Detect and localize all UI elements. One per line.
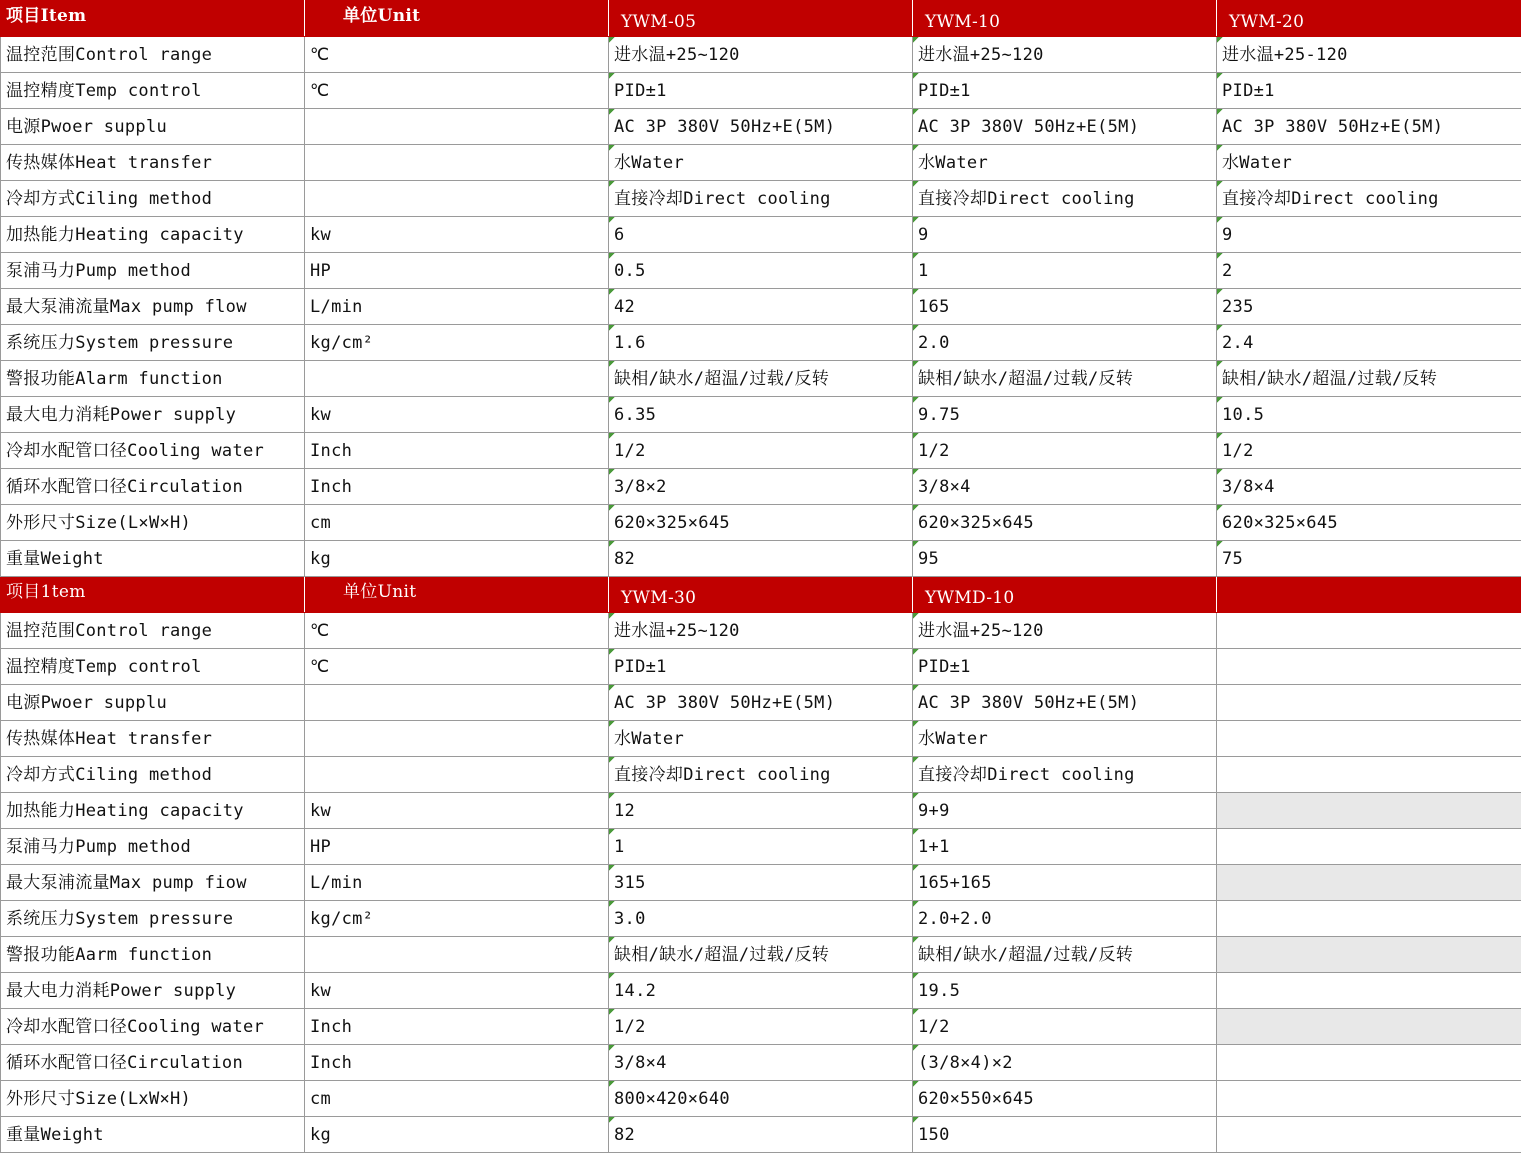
row-value: 进水温+25~120	[913, 613, 1217, 649]
row-label: 电源Pwoer supplu	[1, 685, 305, 721]
row-value: 9.75	[913, 397, 1217, 433]
table-row	[1, 865, 1521, 901]
row-value: 直接冷却Direct cooling	[609, 181, 913, 217]
row-label: 循环水配管口径Circulation	[1, 1045, 305, 1081]
row-unit	[305, 361, 609, 397]
row-value: 2.0	[913, 325, 1217, 361]
table-row	[1, 37, 1521, 73]
table-row	[1, 253, 1521, 289]
row-label: 系统压力System pressure	[1, 901, 305, 937]
table-row	[1, 325, 1521, 361]
table-row	[1, 433, 1521, 469]
row-label: 温控精度Temp control	[1, 649, 305, 685]
row-value: 进水温+25-120	[1217, 37, 1521, 73]
row-value: 9	[913, 217, 1217, 253]
table-row	[1, 361, 1521, 397]
row-label: 温控范围Control range	[1, 613, 305, 649]
table-row	[1, 973, 1521, 1009]
row-value: 进水温+25~120	[913, 37, 1217, 73]
row-label: 警报功能Alarm function	[1, 361, 305, 397]
row-value: 1/2	[609, 433, 913, 469]
row-unit: kg/cm²	[305, 901, 609, 937]
row-unit	[305, 181, 609, 217]
table-row	[1, 829, 1521, 865]
table-row	[1, 901, 1521, 937]
table-row	[1, 181, 1521, 217]
row-value: 9	[1217, 217, 1521, 253]
row-value: 165+165	[913, 865, 1217, 901]
row-value: 235	[1217, 289, 1521, 325]
row-label: 最大电力消耗Power supply	[1, 973, 305, 1009]
table-row	[1, 469, 1521, 505]
table2-header-row	[1, 577, 1521, 613]
row-value: 82	[609, 1117, 913, 1153]
row-value: 缺相/缺水/超温/过载/反转	[913, 937, 1217, 973]
table-row	[1, 541, 1521, 577]
row-unit: L/min	[305, 289, 609, 325]
row-value: 1	[609, 829, 913, 865]
row-unit: kg/cm²	[305, 325, 609, 361]
row-value: 6	[609, 217, 913, 253]
row-value: 直接冷却Direct cooling	[913, 181, 1217, 217]
row-value: PID±1	[609, 649, 913, 685]
row-value	[1217, 613, 1521, 649]
row-label: 冷却水配管口径Cooling water	[1, 1009, 305, 1045]
header-model	[1217, 577, 1521, 613]
row-unit	[305, 757, 609, 793]
row-value	[1217, 1117, 1521, 1153]
row-value	[1217, 901, 1521, 937]
header-model: YWM-20	[1217, 1, 1521, 37]
row-value: 3/8×2	[609, 469, 913, 505]
row-value: 620×325×645	[1217, 505, 1521, 541]
row-value	[1217, 721, 1521, 757]
row-value: 315	[609, 865, 913, 901]
table-row	[1, 1009, 1521, 1045]
row-unit: kw	[305, 973, 609, 1009]
table-row	[1, 73, 1521, 109]
row-label: 加热能力Heating capacity	[1, 217, 305, 253]
table-row	[1, 649, 1521, 685]
header-item: 项目Item	[1, 1, 305, 37]
row-value: 2	[1217, 253, 1521, 289]
row-unit: L/min	[305, 865, 609, 901]
row-label: 循环水配管口径Circulation	[1, 469, 305, 505]
row-value: 6.35	[609, 397, 913, 433]
row-value: 缺相/缺水/超温/过载/反转	[1217, 361, 1521, 397]
row-value	[1217, 685, 1521, 721]
row-label: 泵浦马力Pump method	[1, 253, 305, 289]
row-value	[1217, 757, 1521, 793]
row-value: 1/2	[1217, 433, 1521, 469]
row-value	[1217, 937, 1521, 973]
row-value: PID±1	[913, 649, 1217, 685]
table-row	[1, 109, 1521, 145]
row-value: 进水温+25~120	[609, 37, 913, 73]
row-value	[1217, 865, 1521, 901]
row-label: 重量Weight	[1, 541, 305, 577]
row-unit: kg	[305, 1117, 609, 1153]
row-value	[1217, 1081, 1521, 1117]
row-value: 800×420×640	[609, 1081, 913, 1117]
row-unit: Inch	[305, 1045, 609, 1081]
row-unit: ℃	[305, 649, 609, 685]
header-model: YWM-10	[913, 1, 1217, 37]
row-value: 95	[913, 541, 1217, 577]
row-value: 3/8×4	[609, 1045, 913, 1081]
row-value: PID±1	[1217, 73, 1521, 109]
row-value: 9+9	[913, 793, 1217, 829]
table2-body	[1, 577, 1521, 1153]
row-label: 外形尺寸Size(L×W×H)	[1, 505, 305, 541]
row-label: 重量Weight	[1, 1117, 305, 1153]
row-label: 最大泵浦流量Max pump fiow	[1, 865, 305, 901]
table1-header-row	[1, 1, 1521, 37]
row-unit: ℃	[305, 73, 609, 109]
row-label: 最大电力消耗Power supply	[1, 397, 305, 433]
row-value: PID±1	[609, 73, 913, 109]
row-value: 缺相/缺水/超温/过载/反转	[913, 361, 1217, 397]
row-value: 19.5	[913, 973, 1217, 1009]
row-value: 14.2	[609, 973, 913, 1009]
header-item: 项目1tem	[1, 577, 305, 613]
row-unit: cm	[305, 1081, 609, 1117]
row-value: 620×550×645	[913, 1081, 1217, 1117]
row-unit: kg	[305, 541, 609, 577]
row-value: 3.0	[609, 901, 913, 937]
table-row	[1, 289, 1521, 325]
row-value: 缺相/缺水/超温/过载/反转	[609, 361, 913, 397]
row-value: AC 3P 380V 50Hz+E(5M)	[609, 109, 913, 145]
table-row	[1, 685, 1521, 721]
row-unit: Inch	[305, 1009, 609, 1045]
row-value: 2.0+2.0	[913, 901, 1217, 937]
row-value: 620×325×645	[609, 505, 913, 541]
row-value	[1217, 649, 1521, 685]
table-row	[1, 757, 1521, 793]
row-value: 3/8×4	[913, 469, 1217, 505]
row-unit: Inch	[305, 433, 609, 469]
table-row	[1, 1045, 1521, 1081]
row-label: 警报功能Aarm function	[1, 937, 305, 973]
table-row	[1, 721, 1521, 757]
row-label: 外形尺寸Size(LxW×H)	[1, 1081, 305, 1117]
row-value: 3/8×4	[1217, 469, 1521, 505]
row-unit: HP	[305, 829, 609, 865]
row-unit	[305, 937, 609, 973]
row-value: 42	[609, 289, 913, 325]
row-label: 传热媒体Heat transfer	[1, 721, 305, 757]
row-value: AC 3P 380V 50Hz+E(5M)	[609, 685, 913, 721]
row-value: AC 3P 380V 50Hz+E(5M)	[913, 685, 1217, 721]
row-value: 1/2	[609, 1009, 913, 1045]
row-unit	[305, 685, 609, 721]
row-value: 165	[913, 289, 1217, 325]
row-unit	[305, 109, 609, 145]
row-value: 1	[913, 253, 1217, 289]
row-label: 冷却方式Ciling method	[1, 757, 305, 793]
row-label: 冷却水配管口径Cooling water	[1, 433, 305, 469]
table-row	[1, 1117, 1521, 1153]
row-label: 系统压力System pressure	[1, 325, 305, 361]
row-label: 泵浦马力Pump method	[1, 829, 305, 865]
row-value: AC 3P 380V 50Hz+E(5M)	[913, 109, 1217, 145]
table-row	[1, 217, 1521, 253]
row-unit: kw	[305, 217, 609, 253]
header-model: YWMD-10	[913, 577, 1217, 613]
row-unit: kw	[305, 397, 609, 433]
row-value: 直接冷却Direct cooling	[1217, 181, 1521, 217]
row-label: 温控精度Temp control	[1, 73, 305, 109]
row-value: 水Water	[1217, 145, 1521, 181]
row-label: 冷却方式Ciling method	[1, 181, 305, 217]
table-row	[1, 793, 1521, 829]
header-unit: 单位Unit	[305, 577, 609, 613]
row-value: 2.4	[1217, 325, 1521, 361]
row-label: 加热能力Heating capacity	[1, 793, 305, 829]
table-row	[1, 613, 1521, 649]
row-unit: HP	[305, 253, 609, 289]
row-value	[1217, 973, 1521, 1009]
table1-body	[1, 1, 1521, 577]
row-value: 75	[1217, 541, 1521, 577]
row-label: 最大泵浦流量Max pump flow	[1, 289, 305, 325]
row-label: 温控范围Control range	[1, 37, 305, 73]
row-value: 水Water	[913, 145, 1217, 181]
row-value: 缺相/缺水/超温/过载/反转	[609, 937, 913, 973]
row-unit: ℃	[305, 613, 609, 649]
row-value: 进水温+25~120	[609, 613, 913, 649]
table-row	[1, 1081, 1521, 1117]
row-value	[1217, 829, 1521, 865]
row-value: PID±1	[913, 73, 1217, 109]
row-value: 水Water	[609, 721, 913, 757]
row-unit: kw	[305, 793, 609, 829]
row-unit	[305, 145, 609, 181]
row-value: 水Water	[913, 721, 1217, 757]
row-value: 82	[609, 541, 913, 577]
row-value: 0.5	[609, 253, 913, 289]
row-value	[1217, 1009, 1521, 1045]
table-row	[1, 937, 1521, 973]
row-unit	[305, 721, 609, 757]
row-label: 传热媒体Heat transfer	[1, 145, 305, 181]
row-value: 1/2	[913, 433, 1217, 469]
header-unit: 单位Unit	[305, 1, 609, 37]
row-label: 电源Pwoer supplu	[1, 109, 305, 145]
header-model: YWM-30	[609, 577, 913, 613]
row-value: 12	[609, 793, 913, 829]
row-value: 水Water	[609, 145, 913, 181]
row-value: (3/8×4)×2	[913, 1045, 1217, 1081]
row-value: 1/2	[913, 1009, 1217, 1045]
row-value: 直接冷却Direct cooling	[609, 757, 913, 793]
row-value: 10.5	[1217, 397, 1521, 433]
row-value: 1+1	[913, 829, 1217, 865]
row-unit: cm	[305, 505, 609, 541]
row-value	[1217, 1045, 1521, 1081]
row-unit: Inch	[305, 469, 609, 505]
table-row	[1, 145, 1521, 181]
table-row	[1, 505, 1521, 541]
header-model: YWM-05	[609, 1, 913, 37]
table-row	[1, 397, 1521, 433]
row-value	[1217, 793, 1521, 829]
row-value: 直接冷却Direct cooling	[913, 757, 1217, 793]
row-value: AC 3P 380V 50Hz+E(5M)	[1217, 109, 1521, 145]
row-value: 1.6	[609, 325, 913, 361]
row-value: 150	[913, 1117, 1217, 1153]
row-unit: ℃	[305, 37, 609, 73]
row-value: 620×325×645	[913, 505, 1217, 541]
